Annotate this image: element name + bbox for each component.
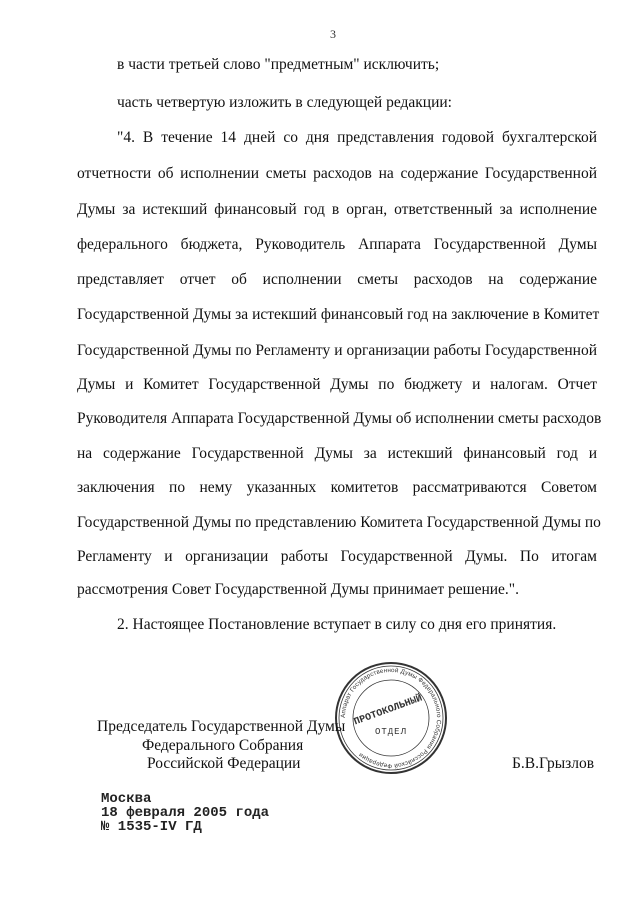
footer-date: 18 февраля 2005 года	[101, 805, 270, 821]
signature-title-line: Федерального Собрания	[142, 737, 304, 754]
text-line: представляет отчет об исполнении сметы расходов на содержание	[77, 271, 597, 288]
text-line: Государственной Думы по Регламенту и организации работы Государственной	[77, 342, 597, 359]
text-line: отчетности об исполнении сметы расходов на содержание Государственной	[77, 165, 597, 182]
text-line: Регламенту и организации работы Государственной Думы. По итогам	[77, 548, 597, 565]
stamp-center-top: ПРОТОКОЛЬНЫЙ	[352, 693, 425, 729]
signatory-name: Б.В.Грызлов	[512, 755, 595, 772]
stamp-ring-text: Аппарат Государственной Думы Федерального Собрания Российской Федерации	[339, 666, 443, 770]
signature-title-line: Председатель Государственной Думы	[97, 718, 346, 735]
text-line: Руководителя Аппарата Государственной Думы об исполнении сметы расходов	[77, 410, 602, 427]
text-line: федерального бюджета, Руководитель Аппарата Государственной Думы	[77, 236, 597, 253]
text-line: часть четвертую изложить в следующей редакции:	[117, 94, 452, 111]
text-line: Государственной Думы по представлению Комитета Государственной Думы по	[77, 514, 601, 531]
text-line: "4. В течение 14 дней со дня представления годовой бухгалтерской	[117, 129, 597, 146]
page-number: 3	[330, 27, 336, 41]
stamp-center-bottom: ОТДЕЛ	[374, 727, 408, 737]
text-line: 2. Настоящее Постановление вступает в силу со дня его принятия.	[117, 616, 557, 633]
text-line: в части третьей слово "предметным" исключить;	[117, 56, 440, 73]
footer-number: № 1535-IV ГД	[101, 819, 202, 835]
text-line: рассмотрения Совет Государственной Думы принимает решение.".	[77, 581, 519, 598]
signature-title-line: Российской Федерации	[147, 755, 301, 772]
footer-city: Москва	[101, 791, 152, 807]
text-line: Думы за истекший финансовый год в орган, ответственный за исполнение	[77, 201, 597, 218]
text-line: на содержание Государственной Думы за истекший финансовый год и	[77, 445, 597, 462]
text-line: заключения по нему указанных комитетов рассматриваются Советом	[77, 479, 597, 496]
official-stamp	[333, 660, 449, 776]
text-line: Государственной Думы за истекший финансовый год на заключение в Комитет	[77, 306, 600, 323]
text-line: Думы и Комитет Государственной Думы по бюджету и налогам. Отчет	[77, 376, 597, 393]
